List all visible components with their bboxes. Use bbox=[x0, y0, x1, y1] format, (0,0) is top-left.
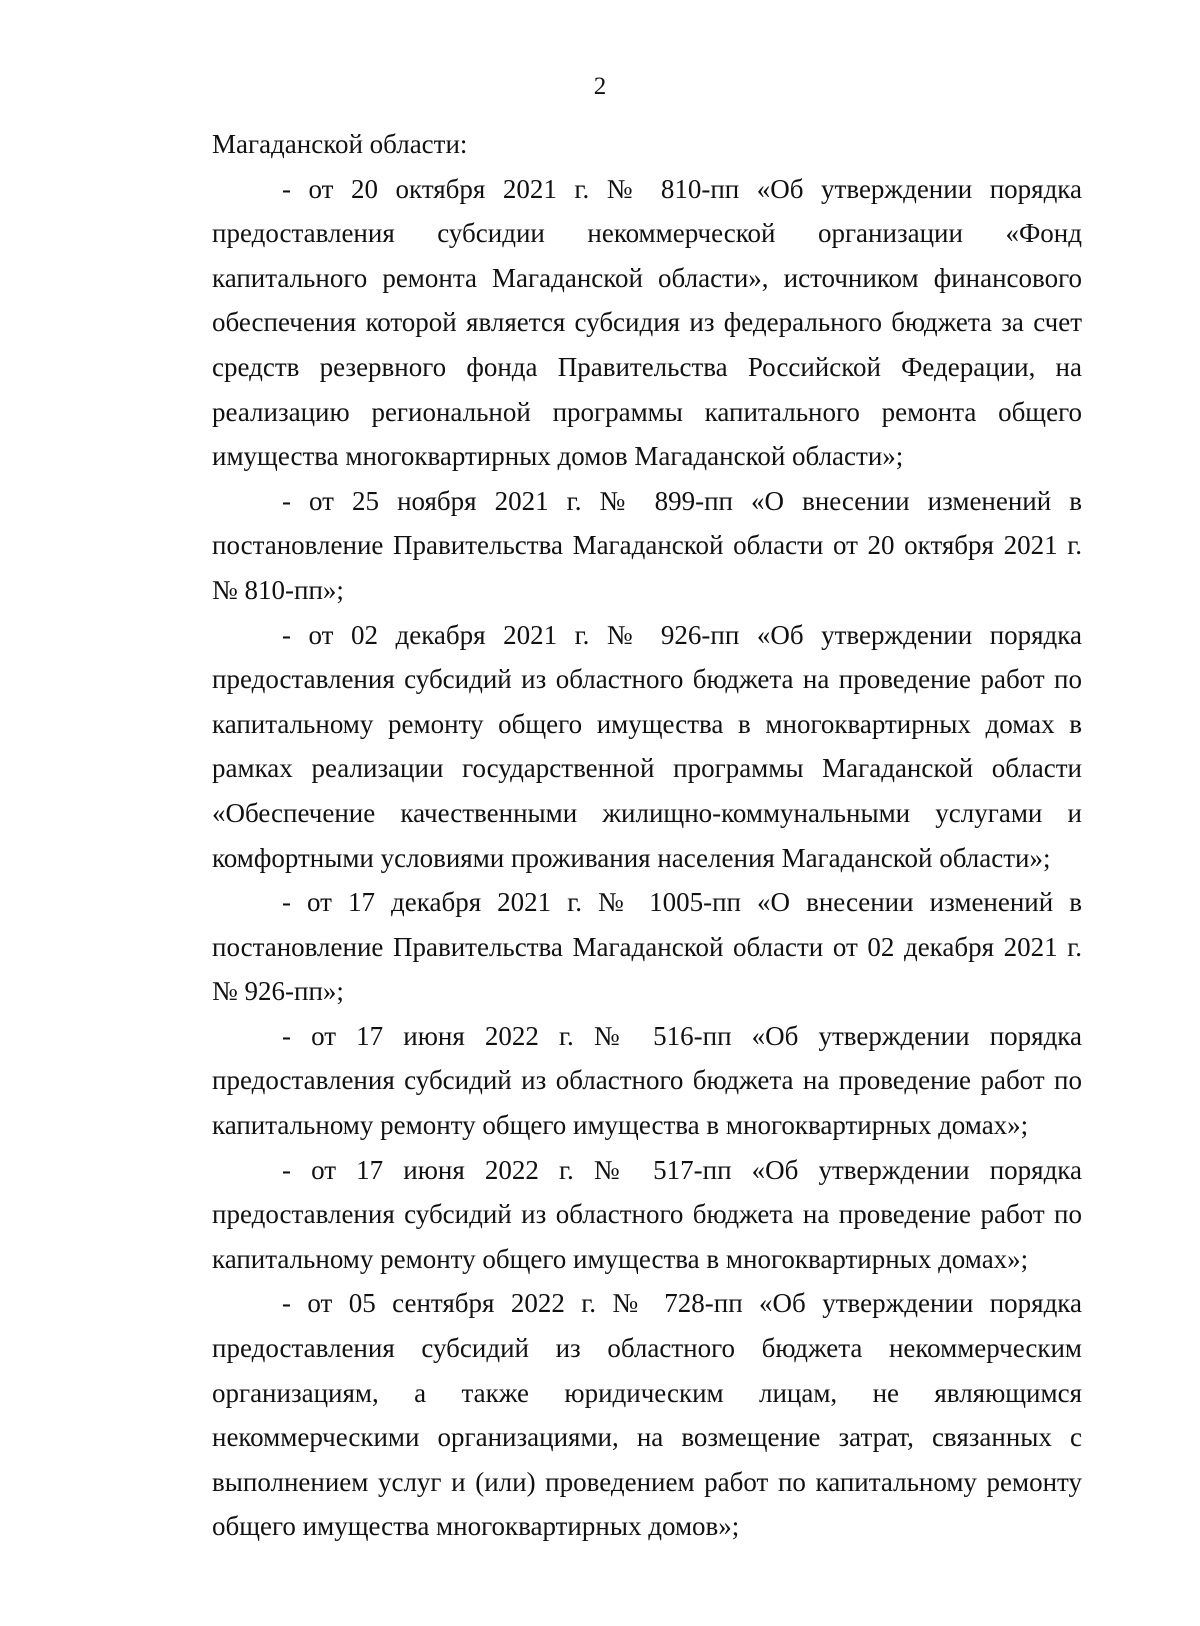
paragraph-intro: Магаданской области: bbox=[212, 129, 468, 159]
paragraph-decree-516: - от 17 июня 2022 г. № 516-пп «Об утверждении порядка предоставления субсидий из областного бюджета на проведение работ по капитальному ремонту общего имущества в многоквартирных домах»; bbox=[212, 1020, 1082, 1141]
document-body bbox=[212, 122, 1082, 1549]
paragraph-decree-1005: - от 17 декабря 2021 г. № 1005-пп «О внесении изменений в постановление Правительства Магаданской области от 02 декабря 2021 г. № 926-пп»; bbox=[212, 887, 1082, 1007]
paragraph-decree-728: - от 05 сентября 2022 г. № 728-пп «Об утверждении порядка предоставления субсидий из областного бюджета некоммерческим организациям, а также юридическим лицам, не являющимся некоммерческими организациями, на возмещение затрат, связанных с выполнением услуг и (или) проведением работ по капитальному ремонту общего имущества многоквартирных домов»; bbox=[212, 1288, 1082, 1542]
paragraph-decree-810: - от 20 октября 2021 г. № 810-пп «Об утверждении порядка предоставления субсидии некоммерческой организации «Фонд капитального ремонта Магаданской области», источником финансового обеспечения которой является субсидия из федерального бюджета за счет средств резервного фонда Правительства Российской Федерации, на реализацию региональной программы капитального ремонта общего имущества многоквартирных домов Магаданской области»; bbox=[212, 173, 1082, 472]
paragraph-decree-926: - от 02 декабря 2021 г. № 926-пп «Об утверждении порядка предоставления субсидий из областного бюджета на проведение работ по капитальному ремонту общего имущества в многоквартирных домах в рамках реализации государственной программы Магаданской области «Обеспечение качественными жилищно-коммунальными услугами и комфортными условиями проживания населения Магаданской области»; bbox=[212, 619, 1082, 873]
page-number: 2 bbox=[593, 73, 607, 100]
paragraph-decree-517: - от 17 июня 2022 г. № 517-пп «Об утверждении порядка предоставления субсидий из областного бюджета на проведение работ по капитальному ремонту общего имущества в многоквартирных домах»; bbox=[212, 1154, 1082, 1274]
paragraph-decree-899: - от 25 ноября 2021 г. № 899-пп «О внесении изменений в постановление Правительства Магаданской области от 20 октября 2021 г. № 810-пп»; bbox=[212, 485, 1082, 605]
